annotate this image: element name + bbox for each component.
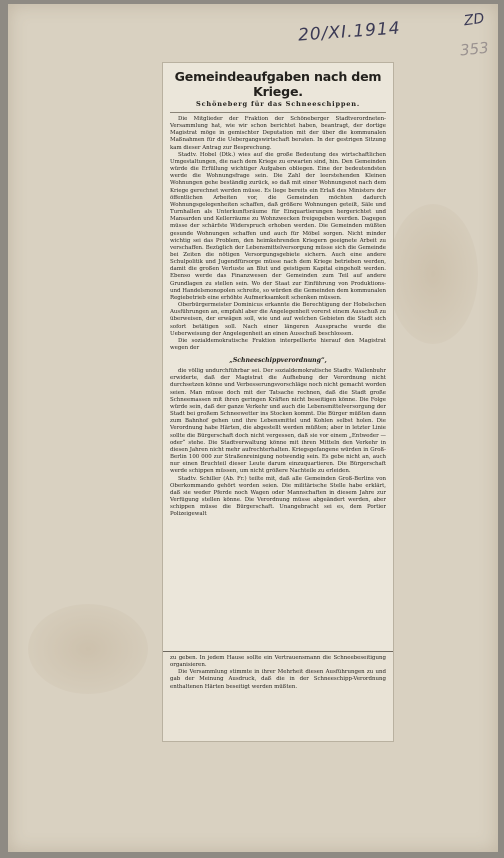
article-paragraph: Stadtv. Hobel (Dtk.) wies auf die große Bedeutung des wirtschaftlichen Umgestaltungen, die nach dem Kriege zu erwarten sind, hin. Den Gemeinden würde die Erfüllung wichtiger Aufgaben obliegen. Eine der bedeutendsten werde die Wohnungsfrage sein. Die Zahl der leerstehenden Kleinen Wohnungen gehe beständig zurück, so daß mit einer Wohnungsnot nach dem Kriege gerechnet werden müsse. Es liege bereits ein Erlaß des Ministers der öffentlichen Arbeiten vor, die Gemeinden möchten dadurch Wohnungsgelegenheiten schaffen, daß größere Wohnungen geteilt, Säle und Turnhallen als Unterkunftsräume für Einquartierungen hergerichtet und Mansarden und Kellerräume zu Wohnzwecken freigegeben werden. Dagegen müsse der schärfste Widerspruch erhoben werden. Die Gemeinden müßten gesunde Wohnungen schaffen und auch für Möbel sorgen. Nicht minder wichtig sei das Problem, den heimkehrenden Kriegern geeignete Arbeit zu verschaffen. Bezüglich der Lebensmittelversorgung müsse sich die Gemeinde bei Zeiten die nötigen Versorgungsgebiete sichern. Auch eine andere Schulpolitik und Jugendfürsorge müsse nach dem Kriege betrieben werden, damit die großen Verluste an Blut und geistigem Kapital eingeholt werden. Ebenso werde das Finanzwesen der Gemeinden zum Teil auf andere Grundlagen zu stellen sein. Wo der Staat zur Einführung von Produktions- und Handelsmonopolen schreite, so würden die Gemeinden dem kommunalen Regiebetrieb eine erhöhte Aufmerksamkeit schenken müssen. [170, 151, 386, 301]
newspaper-clipping [162, 62, 394, 742]
article-paragraph: Die sozialdemokratische Fraktion interpellierte hierauf den Magistrat wegen der [170, 337, 386, 351]
section-title: „Schneeschippverordnung“, [229, 357, 327, 365]
article-paragraph: Oberbürgermeister Dominicus erkannte die Berechtigung der Hobelschen Ausführungen an, empfahl aber die Angelegenheit vorerst einem Ausschuß zu überweisen, der erwägen soll, wie und auf welchen Gebieten die Stadt sich sofort betätigen soll. Nach einer längeren Aussprache wurde die Ueberweisung der Angelegenheit an einen Ausschuß beschlossen. [170, 302, 386, 337]
article-paragraph: Die Mitglieder der Fraktion der Schöneberger Stadtverordneten-Versammlung hat, wie wir schon berichtet haben, beantragt, der dortige Magistrat möge in gemischter Deputation mit der über die kommunalen Maßnahmen für die Uebergangswirtschaft beraten. In der gestrigen Sitzung kam dieser Antrag zur Besprechung. [170, 116, 386, 151]
divider-line [170, 112, 386, 113]
clipping-continuation [163, 651, 393, 741]
continuation-paragraph: zu geben. In jedem Hause sollte ein Vertrauensmann die Schneebeseitigung organisieren. [170, 655, 386, 669]
article-headline: Gemeindeaufgaben nach dem Kriege. [174, 69, 382, 99]
paper-stain [388, 204, 478, 344]
article-paragraph: die völlig undurchführbar sei. Der sozialdemokratische Stadtv. Wallenbuhr erwiderte, daß der Magistrat die Aufhebung der Verordnung nicht durchsetzen könne und Verbesserungsvorschläge noch nicht gemacht worden seien. Man müsse doch mit der Tatsache rechnen, daß die Stadt große Schneemassen mit ihren geringen Kräften nicht beseitigen könne. Die Folge würde sein, daß der ganze Verkehr und auch die Lebensmittelversorgung der Stadt bei großem Schneewetter ins Stocken kommt. Die Bürger müßten dann zum Bahnhof gehen und ihre Lebensmittel und Kohlen selbst holen. Die Verordnung habe Härten, die abgestellt werden müßten; aber in letzter Linie sollte die Bürgerschaft doch nicht vergessen, daß sie vor einem „Entweder — oder“ stehe. Die Stadtverwaltung könne mit ihren Mitteln den Verkehr in diesen Jahren nicht mehr aufrechterhalten. Kriegsgefangene würden in Groß-Berlin 100 000 zur Straßenreinigung notwendig sein. Es gebe nicht an, auch nur einen Bruchteil dieser Leute darum einzuquartieren. Die Bürgerschaft werde schippen müssen, um nicht größere Nachteile zu erleiden. [170, 368, 386, 475]
handwritten-corner-mark: ZD [462, 10, 486, 30]
article-subhead: Schöneberg für das Schneeschippen. [196, 100, 360, 108]
paper-stain [28, 604, 148, 694]
handwritten-folio-number: 353 [459, 38, 490, 60]
continuation-paragraph: Die Versammlung stimmte in ihrer Mehrheit diesen Ausführungen zu und gab der Meinung Ausdruck, daß die in der Schneeschipp-Verordnung enthaltenen Härten beseitigt werden müßten. [170, 669, 386, 690]
handwritten-date: 20/XI.1914 [297, 18, 402, 46]
clipping-main-column [163, 63, 393, 518]
article-paragraph: Stadtv. Schiller (Ab. Fr.) teilte mit, daß alle Gemeinden Groß-Berlins von Oberkommando gehört worden seien. Die militärische Stelle habe erklärt, daß sie weder Pferde noch Wagen oder Mannschaften in diesem Jahre zur Verfügung stellen könne. Die Verordnung müsse abgeändert werden, aber schippen müsse die Bürgerschaft. Unangebracht sei es, dem Portier Polizeigewalt [170, 475, 386, 518]
